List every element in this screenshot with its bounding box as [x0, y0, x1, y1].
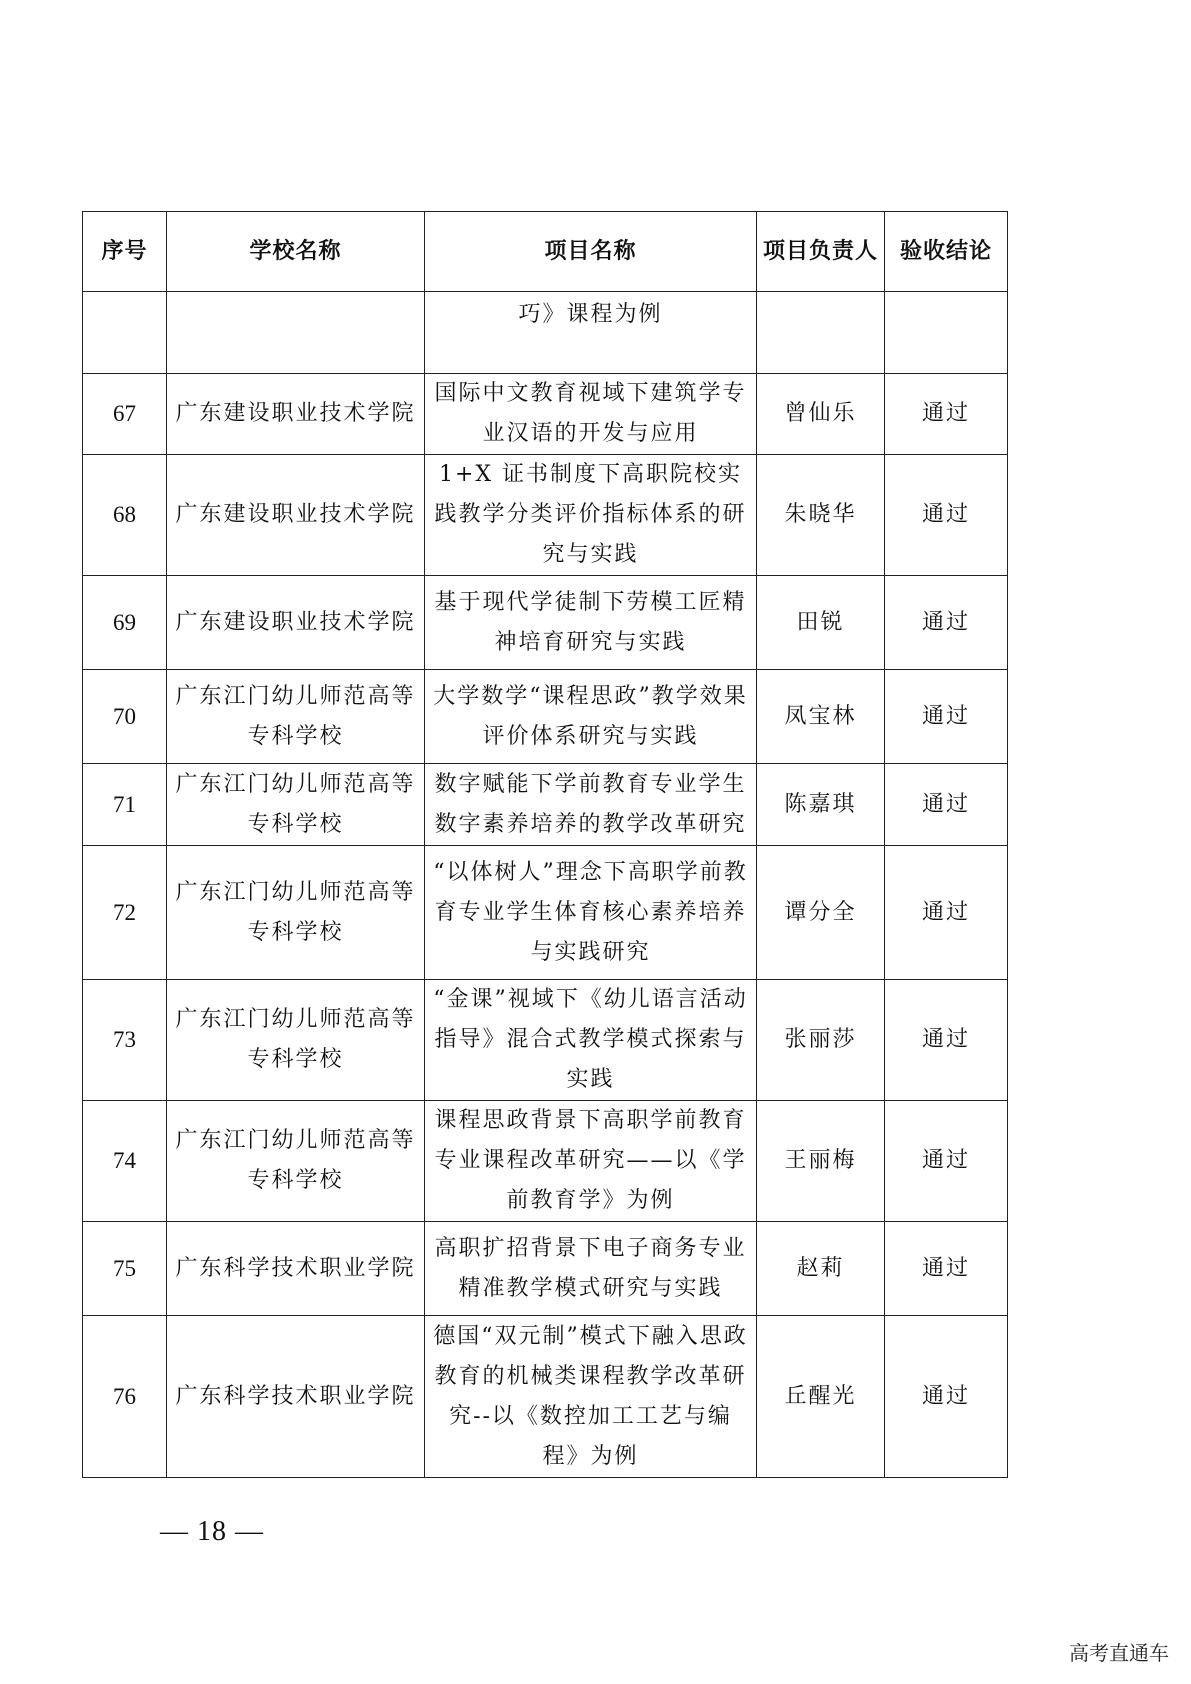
cell-leader: 谭分全 — [757, 846, 885, 980]
cell-school — [167, 292, 425, 374]
cell-project: 大学数学“课程思政”教学效果评价体系研究与实践 — [425, 670, 757, 764]
header-project-leader: 项目负责人 — [757, 212, 885, 292]
cell-result: 通过 — [885, 576, 1008, 670]
cell-project: 基于现代学徒制下劳模工匠精神培育研究与实践 — [425, 576, 757, 670]
header-school-name: 学校名称 — [167, 212, 425, 292]
table-row — [83, 1222, 1008, 1316]
cell-no: 73 — [83, 980, 167, 1101]
cell-result: 通过 — [885, 374, 1008, 455]
table-row — [83, 455, 1008, 576]
cell-no: 71 — [83, 764, 167, 846]
cell-result: 通过 — [885, 1222, 1008, 1316]
cell-no — [83, 292, 167, 374]
table-header-row — [83, 212, 1008, 292]
cell-leader: 凤宝林 — [757, 670, 885, 764]
table-row — [83, 1316, 1008, 1478]
cell-school: 广东建设职业技术学院 — [167, 576, 425, 670]
cell-no: 76 — [83, 1316, 167, 1478]
cell-project: 巧》课程为例 — [425, 292, 757, 374]
cell-result: 通过 — [885, 670, 1008, 764]
table-row — [83, 576, 1008, 670]
cell-school: 广东江门幼儿师范高等专科学校 — [167, 980, 425, 1101]
cell-leader: 曾仙乐 — [757, 374, 885, 455]
cell-no: 68 — [83, 455, 167, 576]
cell-result: 通过 — [885, 764, 1008, 846]
cell-leader: 张丽莎 — [757, 980, 885, 1101]
cell-project: 课程思政背景下高职学前教育专业课程改革研究——以《学前教育学》为例 — [425, 1101, 757, 1222]
cell-no: 75 — [83, 1222, 167, 1316]
cell-project: “金课”视域下《幼儿语言活动指导》混合式教学模式探索与实践 — [425, 980, 757, 1101]
cell-result: 通过 — [885, 455, 1008, 576]
cell-result: 通过 — [885, 1101, 1008, 1222]
cell-school: 广东江门幼儿师范高等专科学校 — [167, 846, 425, 980]
cell-project: 国际中文教育视域下建筑学专业汉语的开发与应用 — [425, 374, 757, 455]
cell-school: 广东江门幼儿师范高等专科学校 — [167, 670, 425, 764]
table-row — [83, 764, 1008, 846]
cell-school: 广东建设职业技术学院 — [167, 374, 425, 455]
table-row — [83, 980, 1008, 1101]
cell-school: 广东江门幼儿师范高等专科学校 — [167, 764, 425, 846]
cell-no: 74 — [83, 1101, 167, 1222]
cell-school: 广东科学技术职业学院 — [167, 1316, 425, 1478]
cell-leader — [757, 292, 885, 374]
cell-leader: 丘醒光 — [757, 1316, 885, 1478]
header-project-name: 项目名称 — [425, 212, 757, 292]
cell-no: 70 — [83, 670, 167, 764]
acceptance-results-table — [82, 211, 1008, 1478]
page-number: — 18 — — [160, 1516, 264, 1547]
cell-project: 德国“双元制”模式下融入思政教育的机械类课程教学改革研究--以《数控加工工艺与编程》为例 — [425, 1316, 757, 1478]
cell-leader: 田锐 — [757, 576, 885, 670]
table-row — [83, 1101, 1008, 1222]
cell-project: “以体树人”理念下高职学前教育专业学生体育核心素养培养与实践研究 — [425, 846, 757, 980]
cell-result: 通过 — [885, 980, 1008, 1101]
cell-project: 数字赋能下学前教育专业学生数字素养培养的教学改革研究 — [425, 764, 757, 846]
cell-result: 通过 — [885, 846, 1008, 980]
cell-school: 广东建设职业技术学院 — [167, 455, 425, 576]
header-acceptance-result: 验收结论 — [885, 212, 1008, 292]
cell-leader: 赵莉 — [757, 1222, 885, 1316]
table-row — [83, 374, 1008, 455]
cell-school: 广东江门幼儿师范高等专科学校 — [167, 1101, 425, 1222]
cell-project: 高职扩招背景下电子商务专业精准教学模式研究与实践 — [425, 1222, 757, 1316]
cell-school: 广东科学技术职业学院 — [167, 1222, 425, 1316]
table-row — [83, 670, 1008, 764]
watermark-text: 高考直通车 — [1069, 1641, 1169, 1665]
table-row-continuation — [83, 292, 1008, 374]
cell-no: 67 — [83, 374, 167, 455]
cell-no: 72 — [83, 846, 167, 980]
table-row — [83, 846, 1008, 980]
cell-result: 通过 — [885, 1316, 1008, 1478]
cell-leader: 王丽梅 — [757, 1101, 885, 1222]
cell-leader: 朱晓华 — [757, 455, 885, 576]
cell-leader: 陈嘉琪 — [757, 764, 885, 846]
cell-project: 1+X 证书制度下高职院校实践教学分类评价指标体系的研究与实践 — [425, 455, 757, 576]
cell-no: 69 — [83, 576, 167, 670]
header-serial-no: 序号 — [83, 212, 167, 292]
cell-result — [885, 292, 1008, 374]
